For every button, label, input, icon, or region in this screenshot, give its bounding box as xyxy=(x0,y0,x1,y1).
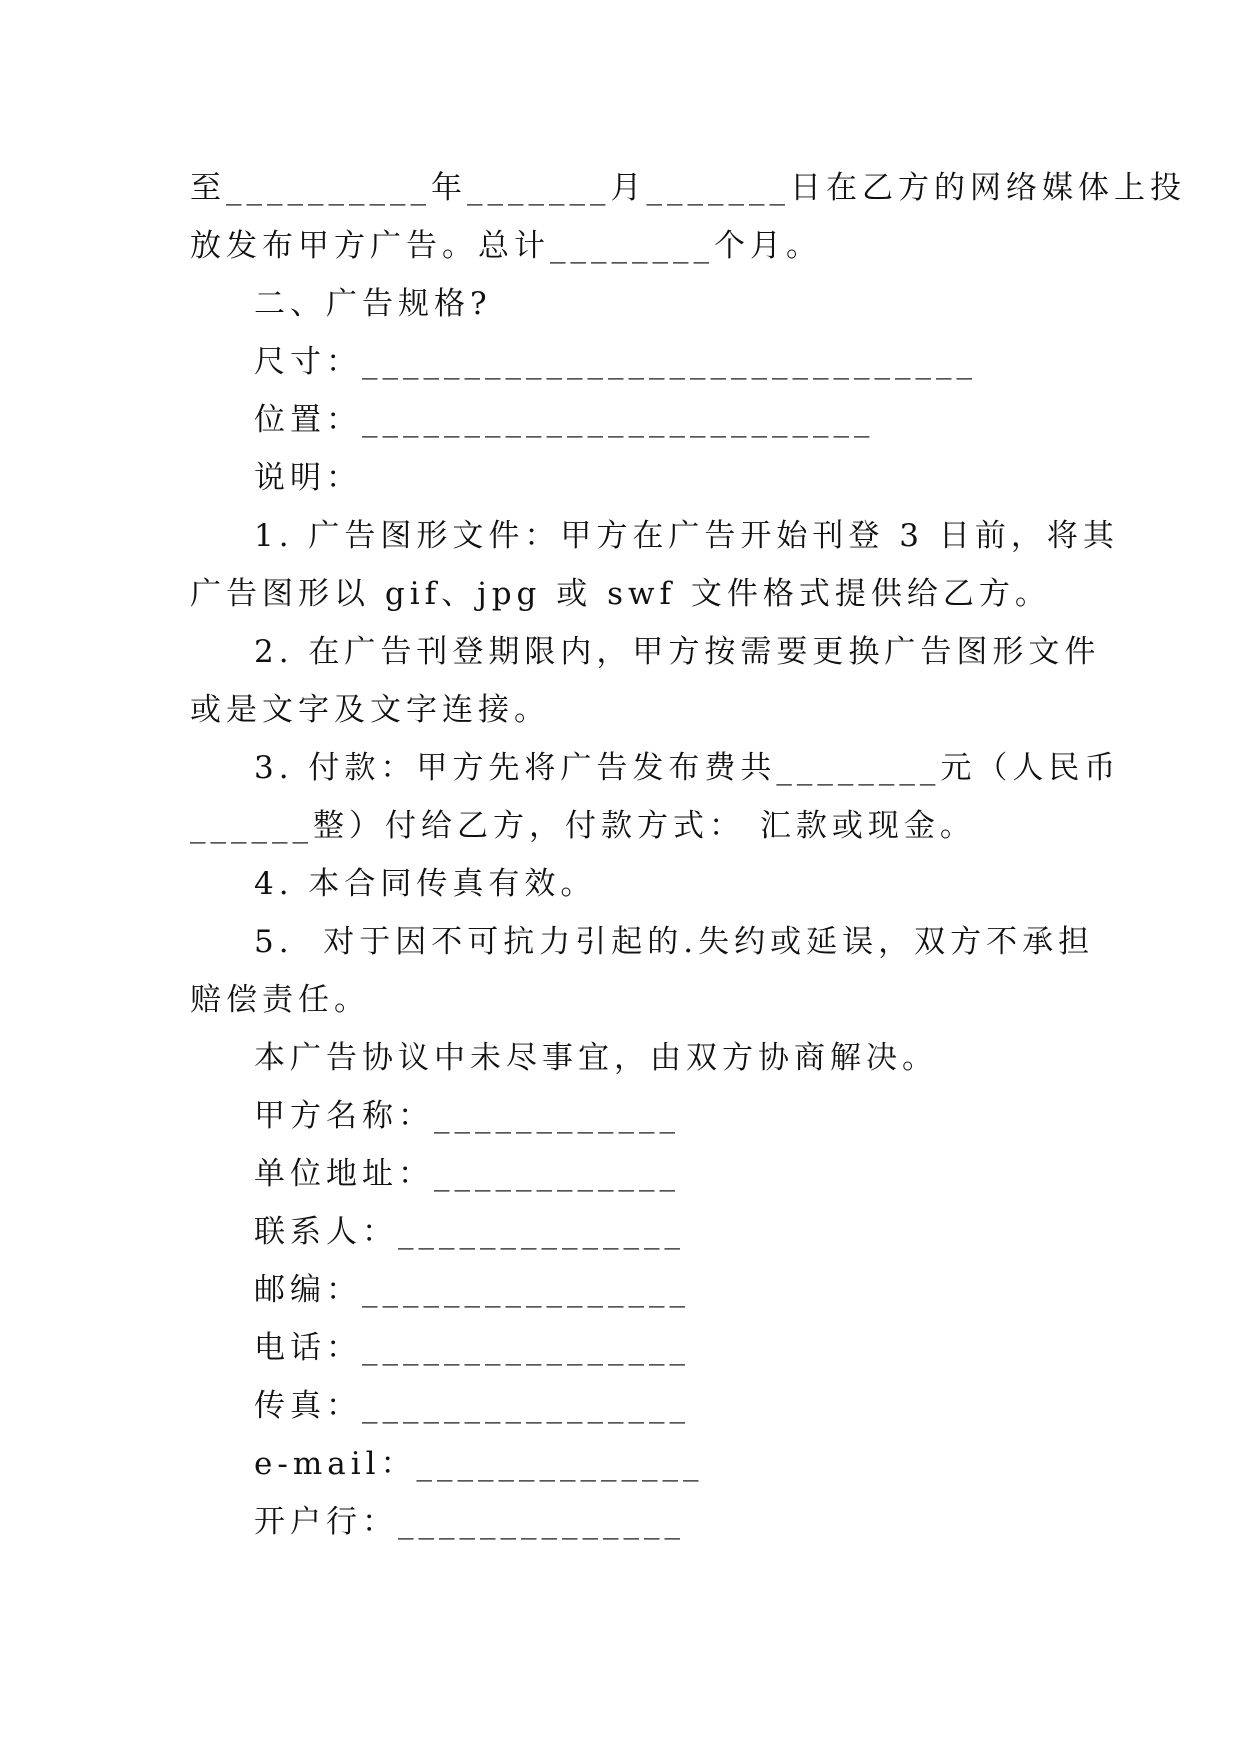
note-3-line-2: ______整）付给乙方，付款方式： 汇款或现金。 xyxy=(190,808,976,844)
note-1-line-1: 1. 广告图形文件：甲方在广告开始刊登 3 日前，将其 xyxy=(254,518,1119,554)
note-3-line-1: 3. 付款：甲方先将广告发布费共________元（人民币 xyxy=(254,750,1121,786)
bank-field: 开户行：______________ xyxy=(254,1504,685,1540)
note-5-line-1: 5. 对于因不可抗力引起的.失约或延误，双方不承担 xyxy=(254,924,1095,960)
party-a-name-field: 甲方名称：____________ xyxy=(254,1098,680,1134)
contract-period-total: 放发布甲方广告。总计________个月。 xyxy=(190,228,822,264)
note-2-line-2: 或是文字及文字连接。 xyxy=(190,692,550,728)
notes-heading: 说明： xyxy=(254,460,362,496)
ad-size-field: 尺寸：______________________________ xyxy=(254,344,977,380)
note-5-line-2: 赔偿责任。 xyxy=(190,982,370,1018)
company-address-field: 单位地址：____________ xyxy=(254,1156,680,1192)
ad-position-field: 位置：_________________________ xyxy=(254,402,875,438)
fax-field: 传真：________________ xyxy=(254,1388,690,1424)
note-4: 4. 本合同传真有效。 xyxy=(254,866,597,902)
email-field: e-mail：______________ xyxy=(254,1446,704,1482)
postcode-field: 邮编：________________ xyxy=(254,1272,690,1308)
section-heading-ad-spec: 二、广告规格? xyxy=(254,286,492,322)
contact-person-field: 联系人：______________ xyxy=(254,1214,685,1250)
phone-field: 电话：________________ xyxy=(254,1330,690,1366)
closing-statement: 本广告协议中未尽事宜，由双方协商解决。 xyxy=(254,1040,938,1076)
note-1-line-2: 广告图形以 gif、jpg 或 swf 文件格式提供给乙方。 xyxy=(190,576,1051,612)
contract-period-line: 至__________年_______月_______日在乙方的网络媒体上投 xyxy=(190,170,1186,206)
note-2-line-1: 2. 在广告刊登期限内，甲方按需要更换广告图形文件 xyxy=(254,634,1101,670)
